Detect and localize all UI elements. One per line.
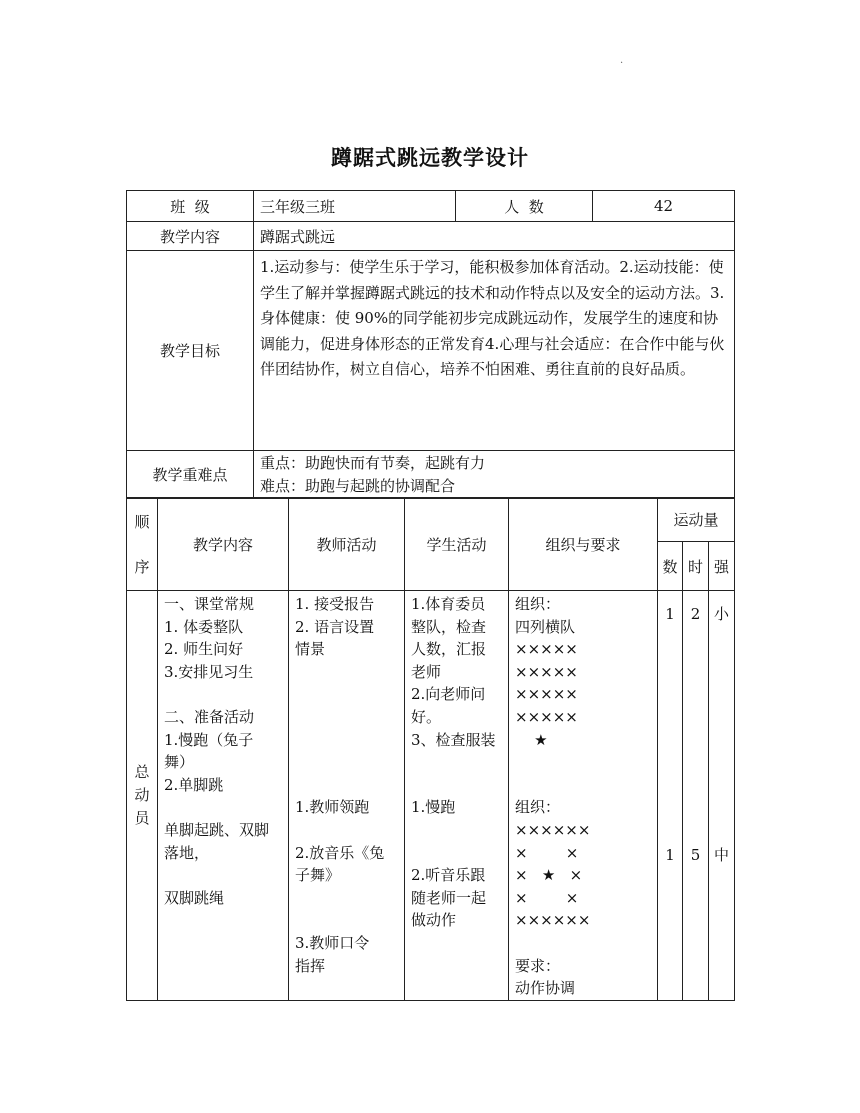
key-points: [254, 451, 735, 499]
section-label: 总动员: [127, 591, 158, 1001]
time-row1: 2: [690, 605, 701, 623]
content-value: 蹲踞式跳远: [254, 222, 735, 251]
time-cell: [683, 591, 709, 1001]
header-student: 学生活动: [405, 498, 509, 591]
header-order: 顺序: [127, 498, 158, 591]
header-org: 组织与要求: [509, 498, 658, 591]
teacher-cell: 1. 接受报告 2. 语言设置 情景 1.教师领跑 2.放音乐《兔 子舞》 3.教师口令 指挥: [289, 591, 405, 1001]
student-cell: 1.体育委员 整队，检查 人数，汇报 老师 2.向老师问 好。 3、检查服装 1.慢跑 2.听音乐跟 随老师一起 做动作: [405, 591, 509, 1001]
content-label: 教学内容: [127, 222, 254, 251]
count-cell: [658, 591, 683, 1001]
count-label: 人 数: [456, 191, 593, 222]
lesson-table: [126, 497, 735, 1001]
count-row2: 1: [665, 845, 675, 864]
difficulty-point: 难点：助跑与起跳的协调配合: [260, 476, 456, 495]
org-cell: 组织： 四列横队 ××××× ××××× ××××× ××××× ★ 组织： ×××××× × × × ★ × × × ×××××× 要求： 动作协调: [509, 591, 658, 1001]
header-count: 数: [658, 542, 683, 591]
info-table: [126, 190, 735, 499]
page-title: 蹲踞式跳远教学设计: [331, 145, 529, 170]
page-dot: .: [620, 55, 624, 66]
header-time: 时: [683, 542, 709, 591]
class-label: 班 级: [127, 191, 254, 222]
content-cell: 一、课堂常规 1. 体委整队 2. 师生问好 3.安排见习生 二、准备活动 1.慢跑（兔子 舞） 2.单脚跳 单脚起跳、双脚 落地， 双脚跳绳: [158, 591, 289, 1001]
intensity-row2: 中: [714, 845, 730, 864]
header-load: 运动量: [658, 498, 735, 542]
header-content: 教学内容: [158, 498, 289, 591]
key-label: 教学重难点: [127, 451, 254, 499]
header-intensity: 强: [709, 542, 735, 591]
intensity-row1: 小: [714, 605, 730, 623]
class-value: 三年级三班: [254, 191, 456, 222]
intensity-cell: [709, 591, 735, 1001]
key-point: 重点：助跑快而有节奏，起跳有力: [260, 453, 486, 472]
time-row2: 5: [690, 845, 701, 864]
goals-text: 1.运动参与：使学生乐于学习，能积极参加体育活动。2.运动技能：使学生了解并掌握蹲踞式跳远的技术和动作特点以及安全的运动方法。3.身体健康：使 90%的同学能初步完成跳远动作，发展学生的速度和协调能力，促进身体形态的正常发育4.心理与社会适应：在合作中能与伙伴团结协作，树立自信心，培养不怕困难、勇往直前的良好品质。: [254, 251, 735, 451]
count-row1: 1: [665, 605, 675, 623]
header-teacher: 教师活动: [289, 498, 405, 591]
count-value: 42: [593, 191, 735, 222]
goals-label: 教学目标: [127, 251, 254, 451]
